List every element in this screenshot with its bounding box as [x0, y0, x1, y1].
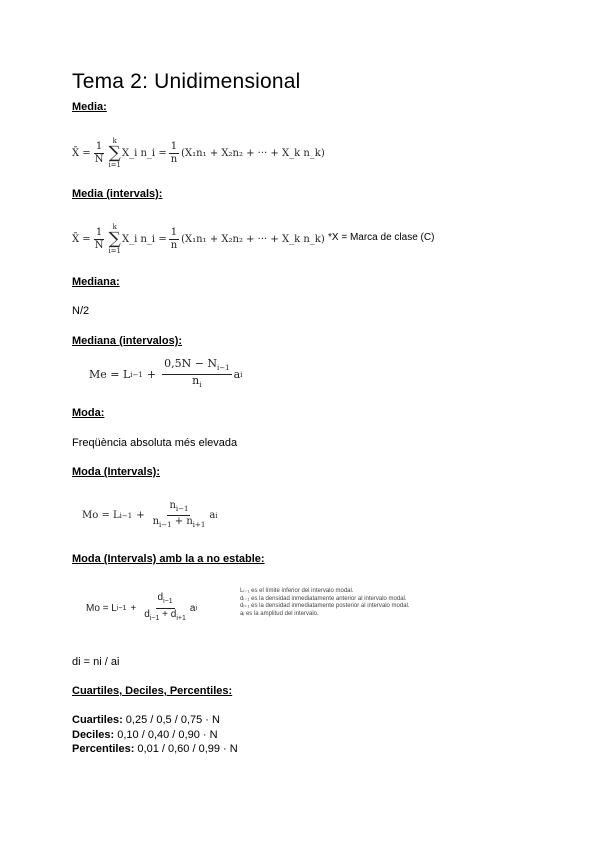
formula-term: X_i n_i = [122, 233, 167, 245]
formula-media [72, 137, 325, 169]
note-line: aᵢ es la amplitud del intervalo. [240, 610, 319, 617]
frac-den: N [94, 153, 104, 165]
heading-moda: Moda: [72, 407, 105, 419]
heading-media: Media: [72, 101, 107, 113]
subscript: i−1 [130, 370, 143, 379]
subscript: i [240, 370, 243, 379]
plus-sign: + [146, 368, 157, 382]
formula-mediana [89, 358, 242, 391]
heading-mediana-intervalos: Mediana (intervalos): [72, 335, 183, 347]
frac-den: n [170, 153, 178, 165]
subscript: i−1 [217, 364, 230, 373]
frac-num: d [157, 592, 164, 603]
di-text: di = ni / ai [72, 656, 120, 668]
sum-bottom: i=1 [108, 161, 121, 169]
heading-quantiles: Cuartiles, Deciles, Percentiles: [72, 685, 233, 697]
quantile-row-deciles [72, 729, 218, 741]
formula-moda [82, 500, 218, 531]
heading-media-intervals: Media (intervals): [72, 188, 163, 200]
heading-moda-no-estable: Moda (Intervals) amb la a no estable: [72, 553, 265, 565]
quantile-row-percentiles [72, 743, 238, 755]
frac-den-plus: + n [171, 516, 193, 527]
formula-lhs: X̄ = [72, 147, 91, 159]
formula-lhs: Me = L [89, 368, 131, 382]
frac-den: n [170, 239, 178, 251]
fraction [151, 500, 208, 531]
subscript: i+1 [176, 615, 186, 622]
formula-tail: a [189, 603, 196, 614]
note-marca-clase: *X = Marca de clase (C) [328, 232, 435, 243]
fraction [162, 358, 232, 391]
formula-expansion: (X₁n₁ + X₂n₂ + ··· + X_k n_k) [181, 147, 325, 159]
formula-term: X_i n_i = [122, 147, 167, 159]
note-line: Lᵢ₋₁ es el límite inferior del intervalo modal. [240, 588, 354, 594]
frac-den-plus: + d [159, 609, 177, 620]
formula-lhs: Mo = L [86, 603, 117, 614]
frac-num: n [169, 500, 176, 511]
moda-notes [240, 588, 410, 618]
formula-tail: a [209, 510, 216, 521]
fraction [169, 141, 179, 166]
quantile-label: Percentiles: [72, 743, 135, 755]
subscript: i−1 [175, 505, 189, 513]
formula-media-intervals [72, 223, 325, 255]
fraction [93, 141, 106, 166]
subscript: i−1 [119, 511, 133, 520]
frac-den: n [152, 516, 160, 527]
subscript: i−1 [159, 521, 172, 529]
mediana-text: N/2 [72, 305, 90, 317]
subscript: i [215, 511, 218, 520]
formula-expansion: (X₁n₁ + X₂n₂ + ··· + X_k n_k) [181, 233, 325, 245]
quantile-value: 0,25 / 0,5 / 0,75 · N [122, 714, 220, 726]
heading-mediana: Mediana: [72, 276, 120, 288]
note-line: dᵢ₊₁ es la densidad inmediatamente posterior al intervalo modal. [240, 603, 410, 609]
formula-tail: a [233, 368, 241, 382]
frac-num: 1 [170, 226, 178, 238]
plus-sign: + [130, 603, 137, 614]
frac-den: n [192, 374, 200, 388]
frac-num: 1 [95, 226, 103, 238]
plus-sign: + [136, 510, 145, 521]
fraction [93, 227, 106, 252]
quantile-label: Cuartiles: [72, 714, 123, 726]
frac-num: 1 [170, 140, 178, 152]
subscript: i+1 [192, 521, 206, 529]
frac-num: 0,5N − N [164, 357, 218, 370]
frac-den: d [144, 609, 150, 620]
sum-bottom: i=1 [108, 247, 121, 255]
subscript: i−1 [116, 605, 127, 612]
moda-text: Freqüència absoluta més elevada [72, 437, 238, 449]
fraction [169, 227, 179, 252]
heading-moda-intervals: Moda (Intervals): [72, 466, 161, 478]
quantile-row-cuartiles [72, 714, 220, 726]
sum-symbol: k ∑ i=1 [108, 223, 121, 255]
quantile-value: 0,10 / 0,40 / 0,90 · N [114, 729, 218, 741]
fraction [142, 592, 188, 625]
formula-moda-no-estable [86, 592, 197, 625]
note-line: dᵢ₋₁ es la densidad inmediatamente anterior al intervalo modal. [240, 595, 407, 602]
formula-lhs: Mo = L [82, 510, 120, 521]
formula-lhs: X̄ = [72, 233, 91, 245]
sum-top: k [112, 223, 117, 231]
sum-symbol: k ∑ i=1 [108, 137, 121, 169]
subscript: i [199, 381, 202, 390]
sum-top: k [112, 137, 117, 145]
page-title: Tema 2: Unidimensional [72, 70, 301, 93]
frac-num: 1 [95, 140, 103, 152]
quantile-label: Deciles: [72, 729, 115, 741]
frac-den: N [94, 239, 104, 251]
subscript: i [195, 605, 197, 612]
subscript: i−1 [163, 598, 173, 605]
subscript: i−1 [149, 615, 160, 622]
quantile-value: 0,01 / 0,60 / 0,99 · N [134, 743, 238, 755]
